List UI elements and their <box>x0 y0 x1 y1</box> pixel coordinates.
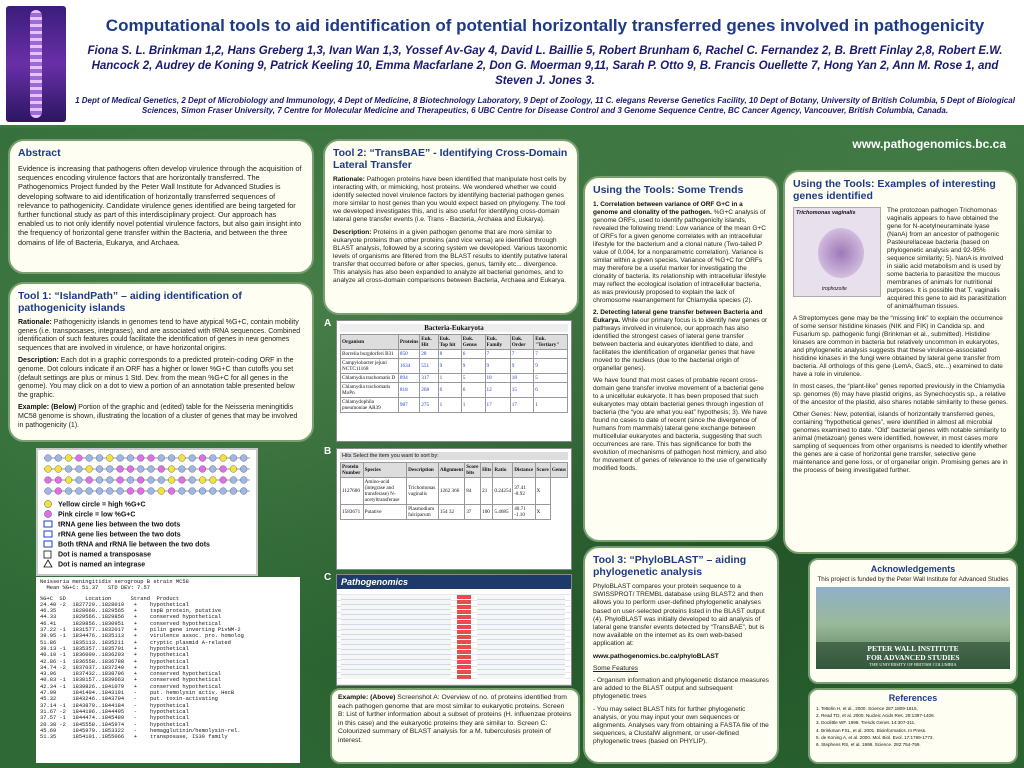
orf-dot[interactable] <box>209 466 216 473</box>
trend2-heading: 2. Detecting lateral gene transfer between Bacteria and Eukarya. <box>593 309 763 324</box>
islandpath-table <box>36 577 300 763</box>
orf-dot[interactable] <box>45 477 52 484</box>
trichomonas-image <box>793 207 881 297</box>
figure-b-cell: Putative <box>363 505 407 520</box>
table-row <box>341 374 568 383</box>
figure-a-header-cell: Euk. "Tertiary" <box>534 335 568 350</box>
tool3-feature-1: - Organism information and phylogenetic distance measures are added to the BLAST output and subsequent phylogenetic trees <box>593 677 769 701</box>
orf-dot[interactable] <box>148 488 155 495</box>
orf-dot[interactable] <box>65 455 72 462</box>
orf-dot[interactable] <box>220 488 227 495</box>
orf-dot[interactable] <box>220 477 227 484</box>
legend-swatch <box>44 521 52 527</box>
islandpath-table-row: 45.32 1843246..1843704 - put. toxin-activating <box>40 696 218 703</box>
orf-dot[interactable] <box>45 488 52 495</box>
figure-a-cell[interactable]: 268 <box>420 383 438 398</box>
reference-item: 1. Tettelin H, et al., 2000. Science 287:1809-1815. <box>816 706 918 711</box>
figure-label-b: B <box>324 446 332 457</box>
islandpath-table-row: 34.74 -2 1837037..1837249 + hypothetical <box>40 664 189 671</box>
figure-a-header-cell: Euk. Hit <box>420 335 438 350</box>
trichomonas-caption: Trichomonas vaginalis <box>796 210 856 216</box>
legend-swatch <box>44 560 52 567</box>
figure-a-cell[interactable]: 9 <box>534 359 568 374</box>
trichomonas-subcaption: trophozoite <box>822 286 847 292</box>
photo-text-1: PETER WALL INSTITUTE <box>867 643 959 653</box>
islandpath-graphic <box>36 448 258 576</box>
figure-c-screenshot <box>336 574 572 686</box>
figure-label-a: A <box>324 318 332 329</box>
poster-title: Computational tools to aid identification of potential horizontally transferred genes involved in pathogenicity <box>105 16 985 35</box>
figure-b-cell: 5.4685 <box>493 505 513 520</box>
tool1-description-label: Description: <box>18 357 59 365</box>
orf-dot[interactable] <box>137 455 144 462</box>
orf-dot[interactable] <box>209 488 216 495</box>
islandpath-table-rows <box>40 602 296 741</box>
reference-item: 5. de Koning A, et al. 2000. Mol. Biol. Evol. 17:1769-1773. <box>816 734 934 740</box>
figure-a-cell: Chlamydia trachomatis MoPn <box>341 383 399 398</box>
islandpath-table-row: 37.22 -1 1831577..1832017 + pilin gene inverting PivNM-2 <box>40 627 241 634</box>
figure-a-header-cell: Proteins <box>398 335 419 350</box>
trends-panel <box>583 176 779 542</box>
tool3-title: Tool 3: “PhyloBLAST” – aiding phylogenetic analysis <box>593 554 747 578</box>
reference-item: 4. Brinkman FSL, et al. 2001. Bioinformatics. In Press. <box>816 727 927 733</box>
orf-dot[interactable] <box>230 455 237 462</box>
legend-swatch <box>44 541 52 547</box>
orf-dot[interactable] <box>199 466 206 473</box>
orf-dot[interactable] <box>168 466 175 473</box>
tool1-rationale: Pathogenicity islands in genomes tend to have atypical %G+C, contain mobility genes (i.e. transposases, integrases), and are associated with tRNA sequences. Combined identification of such features could facilitate the identification of genes in new genomes sequences that are involved in virulence, or have horizontal origins. <box>18 319 301 352</box>
orf-dot[interactable] <box>179 466 186 473</box>
references-panel <box>808 688 1018 764</box>
orf-dot[interactable] <box>106 455 113 462</box>
figure-a-cell[interactable]: 7 <box>510 350 534 359</box>
figure-b-cell: X <box>535 505 550 520</box>
orf-dot[interactable] <box>65 477 72 484</box>
figure-a-cell[interactable]: 9 <box>485 359 510 374</box>
figure-a-cell[interactable]: 551 <box>420 359 438 374</box>
orf-dot[interactable] <box>117 466 124 473</box>
islandpath-table-stats: Mean %G+C: 51.37 STD DEV: 7.57 <box>40 585 150 592</box>
figure-b-header-cell: Distance <box>513 463 535 478</box>
figure-b-header-cell: Ratio <box>493 463 513 478</box>
tool1-example: Portion of the graphic and (edited) table for the Neisseria meningitidis MC58 genome is shown, illustrating the location of a cluster of genes that may be involved in pathogenicity (1). <box>18 404 298 429</box>
figure-a-cell[interactable]: 275 <box>420 398 438 413</box>
figure-a-header-cell: Euk. Order <box>510 335 534 350</box>
tool2-rationale: Pathogen proteins have been identified that manipulate host cells by interacting with, or mimicking, host proteins. We wondered whether we could identify selected novel virulence factors by identifying bacterial pathogen genes more similar to host genes than you would expect based on phylogeny. The tool we developed investigates this, and is also useful for identifying cross-domain lateral gene transfer events (i.e. Trans - Bacteria, Archaea and Eukarya). <box>333 176 567 224</box>
figure-a-cell[interactable]: 6 <box>461 383 485 398</box>
tool3-panel <box>583 546 779 764</box>
references-list <box>816 705 1010 748</box>
figure-a-cell[interactable]: 5 <box>461 374 485 383</box>
orf-dot[interactable] <box>199 488 206 495</box>
acknowledgements-panel <box>808 558 1018 684</box>
figure-a-cell[interactable]: 317 <box>420 374 438 383</box>
figure-b-cell: 1127600 <box>341 478 364 505</box>
figure-a-cell[interactable]: 12 <box>485 383 510 398</box>
figure-b-cell: 40.71 -1.10 <box>513 505 535 520</box>
orf-dot[interactable] <box>240 488 247 495</box>
orf-dot[interactable] <box>168 488 175 495</box>
figure-a-cell[interactable]: 6 <box>438 383 461 398</box>
orf-dot[interactable] <box>158 455 165 462</box>
figure-b-cell: 1583671 <box>341 505 364 520</box>
orf-dot[interactable] <box>55 488 62 495</box>
orf-dot[interactable] <box>127 477 134 484</box>
interesting-genes-p4: Other Genes: New, potential, islands of horizontally transferred genes, containing “hypothetical genes”, were identified in almost all microbial genomes examined to date. “Old” bacterial genes with notable similarity to animal (metazoan) genes were identified, however, in most cases more sampling of sequences from other organisms is needed to identify whether the genes are a case of horizontal gene transfer, selective gene maintenance and gene loss, or of organellar origin. Promising genes are in the process of being investigated further. <box>793 411 1008 474</box>
islandpath-table-row: 45.69 1845979..1853322 - hemagglutinin/hemolysin-rel. <box>40 727 241 734</box>
reference-item: 3. Doolittle WF. 1998. Trends Genet. 14:307-311. <box>816 720 916 726</box>
islandpath-table-row: 51.35 1854101..1855066 + transposase, IS30 family <box>40 734 228 741</box>
orf-dot[interactable] <box>55 477 62 484</box>
figure-c-blast-summary <box>337 589 571 685</box>
orf-dot[interactable] <box>127 466 134 473</box>
orf-dot[interactable] <box>179 477 186 484</box>
reference-item: 2. Read TD, et al. 2000. Nucleic Acids Res. 28:1397-1406. <box>816 713 935 719</box>
tool1-description: Each dot in a graphic corresponds to a predicted protein-coding ORF in the genome. Dot colours indicate if an ORF has a higher or lower %G+C than cutoffs you set (default settings are plus or minus 1 Std. Dev. from the mean %G+C for all genes in the genome). You may click on a dot to view a portion of an annotation table presented below the graphic. <box>18 357 295 399</box>
orf-dot[interactable] <box>96 455 103 462</box>
photo-text-2: FOR ADVANCED STUDIES <box>866 652 960 662</box>
orf-dot[interactable] <box>189 455 196 462</box>
orf-dot[interactable] <box>158 466 165 473</box>
orf-dot[interactable] <box>220 466 227 473</box>
figure-a-screenshot <box>336 320 572 442</box>
trichomonas-cell <box>818 228 864 278</box>
orf-dot[interactable] <box>158 488 165 495</box>
legend-label: Pink circle = low %G+C <box>58 511 136 519</box>
orf-dot[interactable] <box>76 466 83 473</box>
figure-a-cell[interactable]: 7 <box>485 350 510 359</box>
islandpath-table-row: 42.86 -1 1836558..1836788 + hypothetical <box>40 658 189 665</box>
peter-wall-photo <box>816 587 1010 669</box>
figure-a-cell[interactable]: 1 <box>534 398 568 413</box>
figure-b-header-cell: Species <box>363 463 407 478</box>
abstract-title: Abstract <box>18 147 61 159</box>
orf-dot[interactable] <box>137 466 144 473</box>
islandpath-table-row: 24.40 -2 1827729..1828019 + hypothetical <box>40 601 189 608</box>
tool3-features-title: Some Features <box>593 664 639 672</box>
orf-dot[interactable] <box>209 455 216 462</box>
tool3-intro: PhyloBLAST compares your protein sequence to a SWISSPROT/ TREMBL database using BLAST2 and then allows you to perform user-defined phylogenetic analyses based on user-selected proteins listed in the BLAST output (4). PhyloBLAST was initially developed to aid analysis of lateral gene transfer events detected by “TransBAE”, but is now available on the internet as its own web-based application at: <box>593 583 765 648</box>
tool2-title: Tool 2: “TransBAE” - Identifying Cross-Domain Lateral Transfer <box>333 147 568 171</box>
orf-dot[interactable] <box>199 455 206 462</box>
figure-a-cell[interactable]: 1 <box>461 398 485 413</box>
figure-b-screenshot <box>336 448 572 570</box>
figure-a-header-cell: Euk. Genus <box>461 335 485 350</box>
orf-dot[interactable] <box>86 488 93 495</box>
orf-dot[interactable] <box>127 455 134 462</box>
orf-dot[interactable] <box>76 455 83 462</box>
figure-a-cell[interactable]: 1 <box>438 398 461 413</box>
figure-b-cell: 100 <box>481 505 493 520</box>
abstract-panel <box>8 139 314 274</box>
orf-dot[interactable] <box>65 488 72 495</box>
orf-dot[interactable] <box>45 466 52 473</box>
orf-dot[interactable] <box>240 455 247 462</box>
references-title: References <box>888 693 938 703</box>
figure-a-table <box>340 334 568 413</box>
affiliations: 1 Dept of Medical Genetics, 2 Dept of Microbiology and Immunology, 4 Dept of Medicine, 8 Biotechnology Laboratory, 9 Dept of Zoology, 11 C. elegans Reverse Genetics Facility, 10 Dept of Botany, University of British Columbia, 5 Dept of Biological Sciences, Simon Fraser University, 7 Centre for Molecular Medicine and Therapeutics, 6 UBC Centre for Disease Control and 3 Genome Sequence Centre, BC Cancer Agency, Vancouver, British Columbia, Canada. <box>75 96 1015 115</box>
figure-b-header-cell: Score <box>535 463 550 478</box>
figure-a-cell[interactable]: 7 <box>534 350 568 359</box>
legend-label: rRNA gene lies between the two dots <box>58 531 181 539</box>
orf-dot[interactable] <box>199 477 206 484</box>
figure-a-cell[interactable]: 6 <box>461 350 485 359</box>
islandpath-table-row: 37.57 -1 1844474..1845489 - hypothetical <box>40 715 189 722</box>
trend1-heading: 1. Correlation between variance of ORF G+C in a genome and clonality of the pathogen. <box>593 201 743 216</box>
islandpath-table-row: 37.14 -1 1843870..1844184 - hypothetical <box>40 702 189 709</box>
figure-a-cell[interactable]: 8 <box>438 350 461 359</box>
example-caption-panel <box>330 688 580 764</box>
orf-dot[interactable] <box>230 466 237 473</box>
figure-b-cell: 37.41 -8.92 <box>513 478 535 505</box>
orf-dot[interactable] <box>148 477 155 484</box>
figure-b-table <box>340 462 568 520</box>
figure-c-header: Pathogenomics <box>337 575 571 589</box>
figure-b-cell: 37 <box>465 505 481 520</box>
legend-label: Dot is named an integrase <box>58 561 146 569</box>
islandpath-table-row: 40.83 -1 1838157..1839663 + conserved hypothetical <box>40 677 222 684</box>
orf-dot[interactable] <box>106 477 113 484</box>
figure-b-cell: 21 <box>481 478 493 505</box>
orf-dot[interactable] <box>86 466 93 473</box>
figure-b-cell: Trichomonas vaginalis <box>407 478 439 505</box>
acknowledgements-text: This project is funded by the Peter Wall Institute for Advanced Studies <box>817 576 1009 583</box>
figure-label-c: C <box>324 572 332 583</box>
phyloblast-link[interactable]: www.pathogenomics.bc.ca/phyloBLAST <box>593 652 719 660</box>
figure-a-cell: Chlamydophila pneumoniae AR39 <box>341 398 399 413</box>
poster-header <box>0 0 1024 128</box>
author-list: Fiona S. L. Brinkman 1,2, Hans Greberg 1,3, Ivan Wan 1,3, Yossef Av-Gay 4, David L. Baillie 5, Robert Brunham 6, Rachel C. Fernandez 2, B. Brett Finlay 2,8, Robert E.W. Hancock 2, Audrey de Koning 9, Patrick Keeling 10, Emma Macfarlane 2, Don G. Moerman 9,11, Sarah P. Otto 9, B. Francis Ouellette 7, Hong Yan 2, Ann M. Rose 1, and Steven J. Jones 3. <box>87 45 1003 87</box>
islandpath-table-row: 47.99 1841404..1843191 - put. hemolysin activ. HecB <box>40 690 235 697</box>
table-row <box>341 478 568 505</box>
orf-dot[interactable] <box>220 455 227 462</box>
orf-dot[interactable] <box>148 466 155 473</box>
orf-dot[interactable] <box>96 488 103 495</box>
islandpath-table-row: 39.95 -1 1834476..1835113 + virulence assoc. pro. homolog <box>40 633 244 640</box>
table-row <box>341 359 568 374</box>
tool2-description: Proteins in a given pathogen genome that are more similar to eukaryote proteins than other proteins (and vice versa) are identified through BLAST analysis, followed by a scoring system we developed. Various taxonomic levels of organisms are filtered from the BLAST results to identify putative lateral transfer that occurred before or after species, genus, family etc... divergence. This analysis has also been expanded to analyze all bacterial genomes, and to analyze all cross-domain comparisons between Bacteria, Archaea and Eukarya. <box>333 228 568 285</box>
orf-dot[interactable] <box>148 455 155 462</box>
figure-a-cell: Borrelia burgdorferi B31 <box>341 350 399 359</box>
figure-a-cell[interactable]: 1 <box>438 374 461 383</box>
islandpath-table-row: 40.10 -1 1836009..1836203 + hypothetical <box>40 652 189 659</box>
orf-dot[interactable] <box>117 488 124 495</box>
legend-swatch <box>44 531 52 537</box>
figure-b-cell: X <box>535 478 550 505</box>
figure-a-cell[interactable]: 9 <box>461 359 485 374</box>
legend-label: Yellow circle = high %G+C <box>58 501 146 509</box>
example-caption-label: Example: (Above) <box>338 694 396 701</box>
islandpath-table-row: 51.86 1835113..1835211 + cryptic plasmid A-related <box>40 639 231 646</box>
orf-dot[interactable] <box>137 488 144 495</box>
figure-a-cell[interactable]: 894 <box>398 374 419 383</box>
orf-dot[interactable] <box>76 488 83 495</box>
islandpath-dot-grid <box>38 450 256 574</box>
dna-logo <box>6 6 66 122</box>
legend-label: Dot is named a transposase <box>58 551 151 559</box>
figure-a-header-cell: Euk. Family <box>485 335 510 350</box>
figure-b-cell: Amino-acid (integrase and transferase) N-acetyltransferase <box>363 478 407 505</box>
islandpath-table-row: 46.35 1828060..1829565 + tspB protein, putative <box>40 608 222 615</box>
orf-dot[interactable] <box>179 488 186 495</box>
orf-dot[interactable] <box>65 466 72 473</box>
trends-title: Using the Tools: Some Trends <box>593 184 744 196</box>
orf-dot[interactable] <box>189 477 196 484</box>
interesting-genes-title: Using the Tools: Examples of interesting genes identified <box>793 178 996 202</box>
figure-b-header-cell: Description <box>407 463 439 478</box>
figure-a-cell: Chlamydia trachomatis D <box>341 374 399 383</box>
orf-dot[interactable] <box>96 466 103 473</box>
interesting-genes-p2: A Streptomyces gene may be the “missing link” to explain the occurrence of some sensor histidine kinases (NIK and FIK) in Candida sp. and Fusarium sp. pathogenic fungi (Brinkman et al., submitted). Histidine kinases are common in bacteria but relatively uncommon in eukaryotes, and phylogenetic analysis suggests that these virulence-associated histidine kinases in the fungi were obtained by lateral gene transfer from bacteria. All orthologs of this gene (LemA, GacS, etc...) examined to date have a role in virulence. <box>793 315 1003 378</box>
orf-dot[interactable] <box>240 477 247 484</box>
orf-dot[interactable] <box>127 488 134 495</box>
orf-dot[interactable] <box>168 477 175 484</box>
figure-b-header-cell: Genus <box>550 463 567 478</box>
tool3-feature-2: - You may select BLAST hits for further phylogenetic analysis, or you may input your own sequences or alignments. Analyses vary from obtaining a FASTA file of the sequences, a ClustalW alignment, or user-defined phylogenetic trees (based on PHYLIP). <box>593 705 769 746</box>
orf-dot[interactable] <box>117 455 124 462</box>
figure-a-title: Bacteria-Eukaryota <box>340 324 568 332</box>
tool2-rationale-label: Rationale: <box>333 176 365 183</box>
figure-b-header-cell: Hits <box>481 463 493 478</box>
orf-dot[interactable] <box>86 455 93 462</box>
figure-a-cell[interactable]: 1634 <box>398 359 419 374</box>
trend3-text: We have found that most cases of probable recent cross-domain gene transfer involve movement of a bacterial gene to a unicellular eukaryote. It has been proposed that such eukaryotes may obtain bacterial genes through ingestion of bacteria (the “you are what you eat” hypothesis; 3). We have found no cases to date of recent (since the divergence of humans from mammals) lateral gene exchange between multicellular eukaryotes and bacteria, suggesting that such occurrences are rare. This has significance for both the evolution of mechanisms of pathogen host mimicry, and also for movement of genes of relevance to the use of genetically modified foods. <box>593 377 768 472</box>
figure-b-cell: 0.24254 <box>493 478 513 505</box>
trend1-text: %G+C analysis of genome ORFs, used to identify pathogenicity islands, revealed the following trend: Low variance of the mean G+C of ORFs for a given genome correlates with an intracellular lifestyle for the bacterium and a clonal nature (Two-tailed P value of 0.004, for a nonparametric correlation). Variance is similar within a given species. Variance of %G+C for ORFs may therefore be a useful marker for investigating the clonality of bacteria. Its relationship with intracellular lifestyle may reflect the ecological isolation of intracellular bacteria, as was previously proposed to explain the lack of chromosome rearrangement for Chlamydia species (2). <box>593 209 767 304</box>
tool1-title: Tool 1: “IslandPath” – aiding identification of pathogenicity islands <box>18 290 242 314</box>
figure-a-cell[interactable]: 17 <box>485 398 510 413</box>
orf-dot[interactable] <box>230 477 237 484</box>
orf-dot[interactable] <box>209 477 216 484</box>
orf-dot[interactable] <box>230 488 237 495</box>
figure-a-cell[interactable]: 15 <box>510 383 534 398</box>
legend-swatch <box>45 511 52 518</box>
legend-swatch <box>44 551 51 558</box>
figure-a-cell[interactable]: 818 <box>398 383 419 398</box>
islandpath-table-row: 31.67 -2 1844196..1844495 - hypothetical <box>40 708 189 715</box>
figure-a-cell[interactable]: 9 <box>438 359 461 374</box>
tool1-panel <box>8 282 314 442</box>
table-row <box>341 350 568 359</box>
orf-dot[interactable] <box>86 477 93 484</box>
islandpath-table-row: 42.34 -1 1839826..1841079 + conserved hypothetical <box>40 683 222 690</box>
orf-dot[interactable] <box>158 477 165 484</box>
legend-label: Both tRNA and rRNA lie between the two dots <box>58 541 210 549</box>
tool2-panel <box>323 139 579 315</box>
islandpath-table-row: 44.33 1829566..1829856 + conserved hypothetical <box>40 614 222 621</box>
interesting-genes-p1: The protozoan pathogen Trichomonas vaginalis appears to have obtained the gene for N-acetylneuraminate lyase (NanA) from an ancestor of pathogenic Pasteurellaceae bacteria (based on phylogenetic analysis and 92-95% sequence similarity; 5). NanA is involved in sialic acid metabolism and is used by some bacteria to parasitize the mucous membranes of animals for nutritional purposes. It is possible that T. vaginalis acquired this gene to aid its parasitization of animal/human tissues. <box>887 207 1007 310</box>
orf-dot[interactable] <box>55 466 62 473</box>
islandpath-table-row: 43.96 1837432..1838796 + conserved hypothetical <box>40 671 222 678</box>
figure-a-cell[interactable]: 9 <box>510 359 534 374</box>
example-caption-text: Screenshot A: Overview of no. of proteins identified from each pathogen genome that are most similar to eukaryotic proteins. Screen B: List of further information about a subset of proteins (H. influenzae proteins in this case) and the eukaryotic proteins they are similar to. Screen C: Colourized summary of BLAST analysis for a M. tuberculosis protein of interest. <box>338 694 572 744</box>
orf-dot[interactable] <box>137 477 144 484</box>
figure-a-cell[interactable]: 5 <box>534 374 568 383</box>
interesting-genes-p3: In most cases, the “plant-like” genes reported previously in the Chlamydia sp. genomes (6) may have plastid origins, as Synechocystis sp., a relative of the ancestor of the plastid, also shares notable similarity to these genes. <box>793 383 1008 406</box>
orf-dot[interactable] <box>240 466 247 473</box>
photo-text-3: THE UNIVERSITY OF BRITISH COLUMBIA <box>869 661 957 667</box>
acknowledgements-title: Acknowledgements <box>870 564 956 574</box>
figure-b-cell: 1262 366 <box>438 478 464 505</box>
website-url[interactable]: www.pathogenomics.bc.ca <box>852 137 1006 151</box>
figure-b-cell: 84 <box>465 478 481 505</box>
figure-a-cell[interactable]: 18 <box>510 374 534 383</box>
tool1-rationale-label: Rationale: <box>18 319 52 326</box>
islandpath-table-header: %G+C SD Location Strand Product <box>40 595 180 602</box>
orf-dot[interactable] <box>76 477 83 484</box>
abstract-text: Evidence is increasing that pathogens often develop virulence through the acquisition of sequences encoding virulence factors that are horizontally transferred. The Pathogenomics Project funded by the Peter Wall Institute for Advanced Studies is developing software to aid identification of horizontally transferred sequences of relevance to pathogenicity. Candidate virulence genes identified are being targeted for further functional study as part of this interdisciplinary project. Our approach has enabled us to not only identify novel potential virulence factors, but also gain insight into the frequency of horizontal gene transfer within the Bacteria, and between the three domains of life of Bacteria, Eukarya, and Archaea. <box>18 164 302 247</box>
islandpath-table-row: 39.13 -1 1835357..1835701 + hypothetical <box>40 645 189 652</box>
figure-a-cell[interactable]: 850 <box>398 350 419 359</box>
figure-a-cell: Campylobacter jejuni NCTC11168 <box>341 359 399 374</box>
figure-a-header-cell: Organism <box>341 335 399 350</box>
orf-dot[interactable] <box>96 477 103 484</box>
table-row <box>341 383 568 398</box>
figure-b-cell: 154 32 <box>438 505 464 520</box>
islandpath-table-row: 20.38 -2 1845558..1845974 - hypothetical <box>40 721 189 728</box>
orf-dot[interactable] <box>168 455 175 462</box>
figure-a-header-cell: Euk. Top hit <box>438 335 461 350</box>
orf-dot[interactable] <box>45 455 52 462</box>
figure-b-header-cell: Alignment <box>438 463 464 478</box>
figure-a-cell[interactable]: 17 <box>510 398 534 413</box>
figure-a-cell[interactable]: 6 <box>534 383 568 398</box>
figure-a-cell[interactable]: 987 <box>398 398 419 413</box>
figure-a-cell[interactable]: 28 <box>420 350 438 359</box>
reference-item: 6. Stephens RS, et al. 1998. Science. 282:754-759. <box>816 742 921 748</box>
figure-b-toolbar: Hits Select the item you want to sort by: <box>340 452 568 460</box>
orf-dot[interactable] <box>106 488 113 495</box>
figure-a-cell[interactable]: 18 <box>485 374 510 383</box>
islandpath-table-row: 46.41 1829856..1830951 + conserved hypothetical <box>40 620 222 627</box>
orf-dot[interactable] <box>189 466 196 473</box>
orf-dot[interactable] <box>106 466 113 473</box>
figure-b-header-cell: Protein Number <box>341 463 364 478</box>
interesting-genes-panel <box>783 170 1018 554</box>
tool2-description-label: Description: <box>333 228 372 236</box>
orf-dot[interactable] <box>55 455 62 462</box>
orf-dot[interactable] <box>179 455 186 462</box>
islandpath-table-title: Neisseria meningitidis serogroup B strain MC58 <box>40 579 189 585</box>
figure-b-cell: Plasmodium falciparum <box>407 505 439 520</box>
legend-label: tRNA gene lies between the two dots <box>58 521 181 529</box>
tool1-example-label: Example: (Below) <box>18 404 77 412</box>
legend-swatch <box>45 501 52 508</box>
trend2-text: While our primary focus is to identify new genes or pathways involved in virulence, our approach has also identified the strongest cases of lateral gene transfer between bacteria and eukaryotes identified to date, and facilitates the identification of organellar genes that have moved to the nucleus (due to the bacterial origin of organellar genes). <box>593 317 768 372</box>
figure-b-header-cell: Score bits <box>465 463 481 478</box>
table-row <box>341 505 568 520</box>
orf-dot[interactable] <box>189 488 196 495</box>
orf-dot[interactable] <box>117 477 124 484</box>
table-row <box>341 398 568 413</box>
